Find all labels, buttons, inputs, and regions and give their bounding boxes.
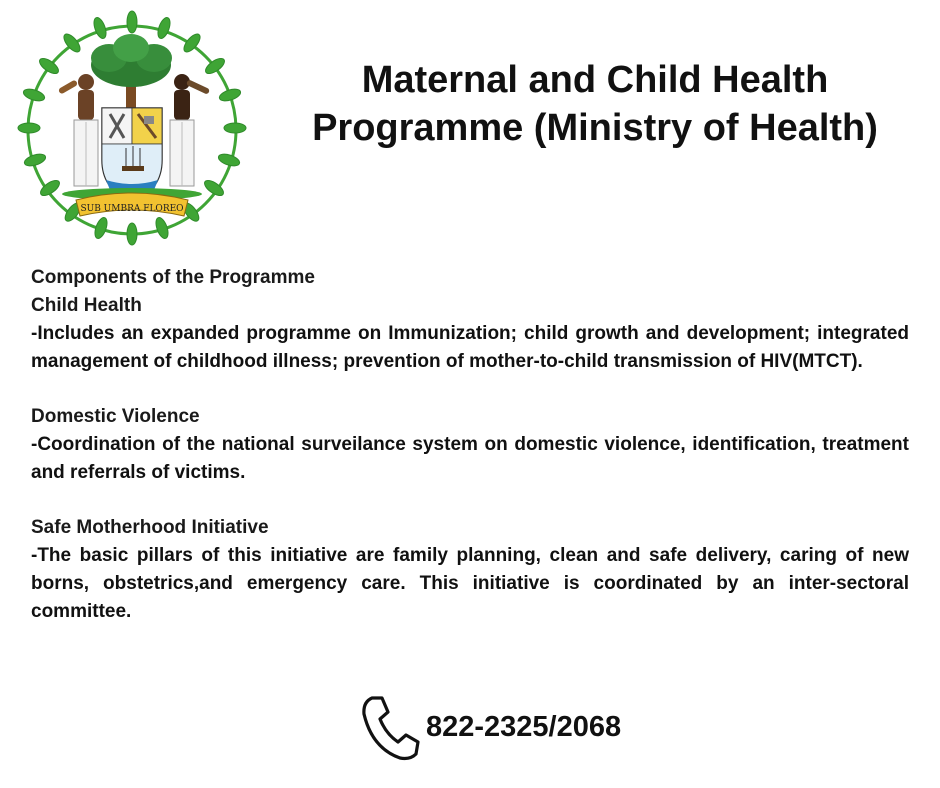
coat-of-arms-emblem [14, 10, 250, 248]
title-line-1: Maternal and Child Health [361, 59, 829, 101]
contact-info [358, 692, 621, 762]
section-heading: Domestic Violence [31, 406, 200, 427]
components-heading: Components of the Programme [31, 267, 315, 288]
section-text: -The basic pillars of this initiative are family planning, clean and safe delivery, caring of new borns, obstetrics,and emergency care. This initiative is coordinated by an inter-sectoral committee. [31, 545, 909, 622]
section-safe-motherhood [31, 514, 909, 626]
programme-content [31, 264, 909, 653]
section-heading: Safe Motherhood Initiative [31, 517, 269, 538]
section-text: -Coordination of the national surveilance system on domestic violence, identification, treatment and referrals of victims. [31, 434, 909, 483]
section-child-health [31, 292, 909, 376]
section-heading: Child Health [31, 295, 142, 316]
title-line-2: Programme (Ministry of Health) [312, 107, 878, 149]
phone-number[interactable]: 822-2325/2068 [426, 710, 622, 743]
section-domestic-violence [31, 403, 909, 487]
phone-icon [358, 692, 422, 762]
belize-coat-of-arms-icon [14, 10, 250, 248]
page-title [270, 56, 920, 152]
section-text: -Includes an expanded programme on Immunization; child growth and development; integrated management of childhood illness; prevention of mother-to-child transmission of HIV(MTCT). [31, 323, 909, 372]
emblem-motto: SUB UMBRA FLOREO [80, 204, 184, 214]
